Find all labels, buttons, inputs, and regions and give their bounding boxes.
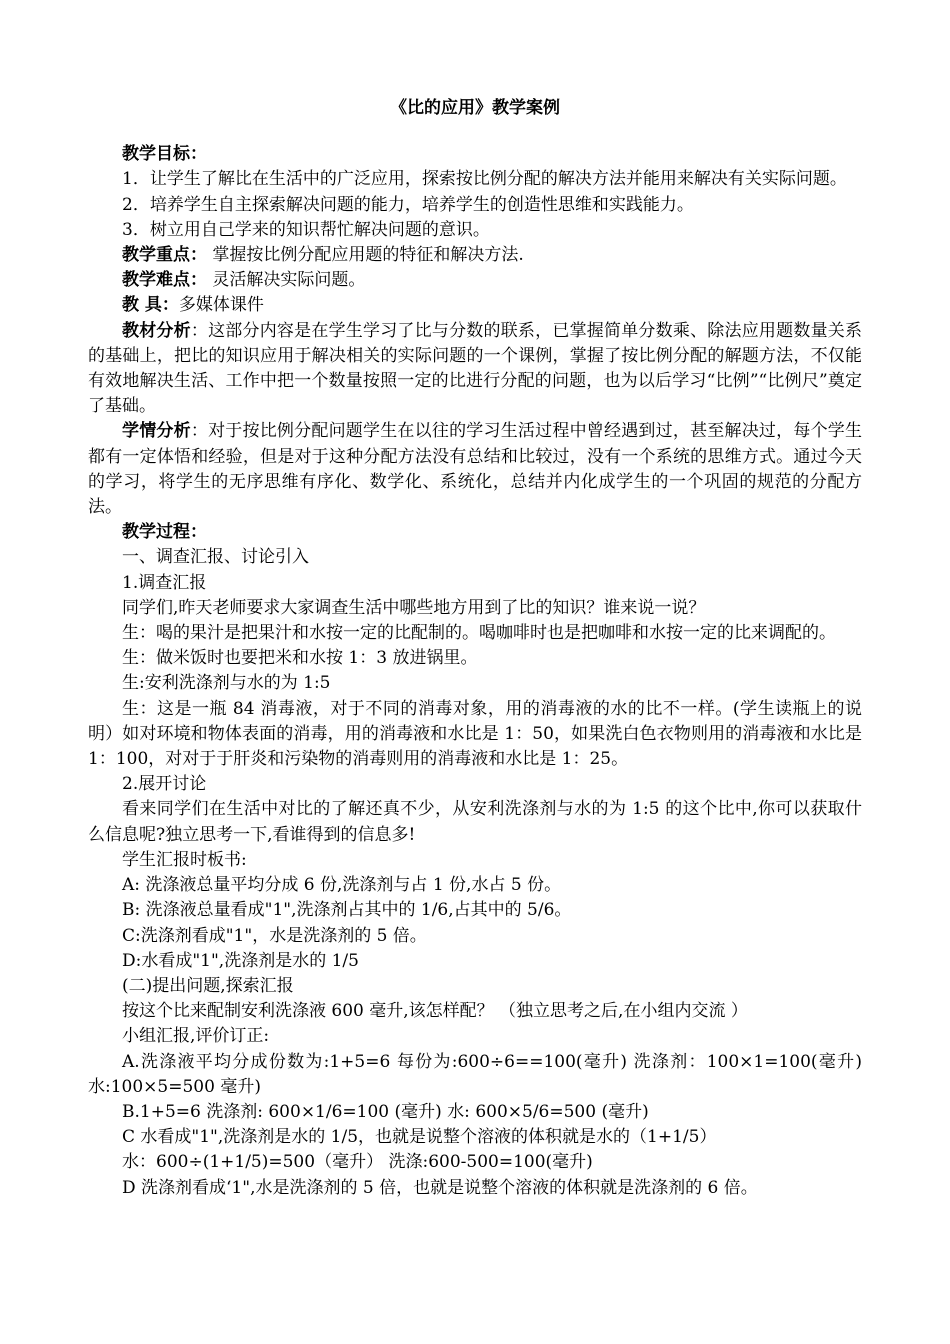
tools-label: 教 具： [122,295,179,316]
process-line: 1.调查汇报 [122,572,207,593]
process-line: 水：600÷(1+1/5)=500（毫升） 洗涤:600-500=100(毫升) [122,1152,593,1173]
material-label: 教材分析 [122,320,191,341]
student-label: 学情分析 [122,421,191,442]
goal-item-1: 1．让学生了解比在生活中的广泛应用，探索按比例分配的解决方法并能用来解决有关实际问题。 [122,169,847,190]
process-heading: 教学过程： [122,522,207,543]
difficulty-text: 灵活解决实际问题。 [207,270,366,291]
goals-heading: 教学目标： [122,144,207,165]
process-line: 按这个比来配制安利洗涤液 600 毫升,该怎样配？ （独立思考之后,在小组内交流 ） [122,1001,748,1022]
difficulty-label: 教学难点： [122,270,207,291]
document-title: 《比的应用》教学案例 [390,98,560,118]
material-paragraph [88,319,862,420]
tools-text: 多媒体课件 [178,295,264,316]
process-line: 2.展开讨论 [122,774,207,795]
process-line: 生：喝的果汁是把果汁和水按一定的比配制的。喝咖啡时也是把咖啡和水按一定的比来调配的。 [122,623,836,644]
key-point-label: 教学重点： [122,245,207,266]
goal-item-2: 2．培养学生自主探索解决问题的能力，培养学生的创造性思维和实践能力。 [122,194,694,215]
process-line: B: 洗涤液总量看成"1",洗涤剂占其中的 1/6,占其中的 5/6。 [122,900,572,921]
goal-item-3: 3．树立用自己学来的知识帮忙解决问题的意识。 [122,219,490,240]
process-line: 看来同学们在生活中对比的了解还真不少，从安利洗涤剂与水的为 1:5 的这个比中,你可以获取什么信息呢?独立思考一下,看谁得到的信息多! [88,799,862,845]
process-line: C 水看成"1",洗涤剂是水的 1/5，也就是说整个溶液的体积就是水的（1+1/5） [122,1127,717,1148]
process-line: 小组汇报,评价订正: [122,1026,270,1047]
tools-paragraph [88,293,862,318]
student-paragraph [88,419,862,520]
student-text: ：对于按比例分配问题学生在以往的学习生活过程中曾经遇到过，甚至解决过，每个学生都有一定体悟和经验，但是对于这种分配方法没有总结和比较过，没有一个系统的思维方式。通过今天的学习，将学生的无序思维有序化、数学化、系统化，总结并内化成学生的一个巩固的规范的分配方法。 [88,421,863,518]
key-point-text: 掌握按比例分配应用题的特征和解决方法. [207,245,524,266]
process-line: 同学们,昨天老师要求大家调查生活中哪些地方用到了比的知识？谁来说一说？ [122,597,706,618]
process-line: A: 洗涤液总量平均分成 6 份,洗涤剂与占 1 份,水占 5 份。 [122,875,562,896]
process-line: (二)提出问题,探索汇报 [122,975,294,996]
process-line: 学生汇报时板书: [122,849,247,870]
process-line: D 洗涤剂看成‘1",水是洗涤剂的 5 倍，也就是说整个溶液的体积就是洗涤剂的 6 倍。 [122,1177,758,1198]
process-line: 生:安利洗涤剂与水的为 1:5 [122,673,331,694]
process-line: D:水看成"1",洗涤剂是水的 1/5 [122,950,359,971]
process-line: A.洗涤液平均分成份数为:1+5=6 每份为:600÷6==100(毫升) 洗涤剂：100×1=100(毫升) 水:100×5=500 毫升) [88,1051,862,1097]
difficulty-paragraph [88,268,862,293]
material-text: ：这部分内容是在学生学习了比与分数的联系，已掌握简单分数乘、除法应用题数量关系的基础上，把比的知识应用于解决相关的实际问题的一个课例，掌握了按比例分配的解题方法，不仅能有效地解决生活、工作中把一个数量按照一定的比进行分配的问题，也为以后学习“比例”“比例尺”奠定了基础。 [88,320,863,417]
process-line: C:洗涤剂看成"1"，水是洗涤剂的 5 倍。 [122,925,427,946]
process-line: B.1+5=6 洗涤剂: 600×1/6=100 (毫升) 水: 600×5/6=500 (毫升) [122,1101,649,1122]
key-point-paragraph [88,243,862,268]
process-line: 生：这是一瓶 84 消毒液，对于不同的消毒对象，用的消毒液的水的比不一样。(学生读瓶上的说明）如对环境和物体表面的消毒，用的消毒液和水比是 1：50，如果洗白色衣物则用的消毒液和水比是 1：100，对对于于肝炎和污染物的消毒则用的消毒液和水比是 1：25。 [88,698,862,770]
process-line: 生：做米饭时也要把米和水按 1：3 放进锅里。 [122,648,478,669]
process-line: 一、调查汇报、讨论引入 [122,547,309,568]
